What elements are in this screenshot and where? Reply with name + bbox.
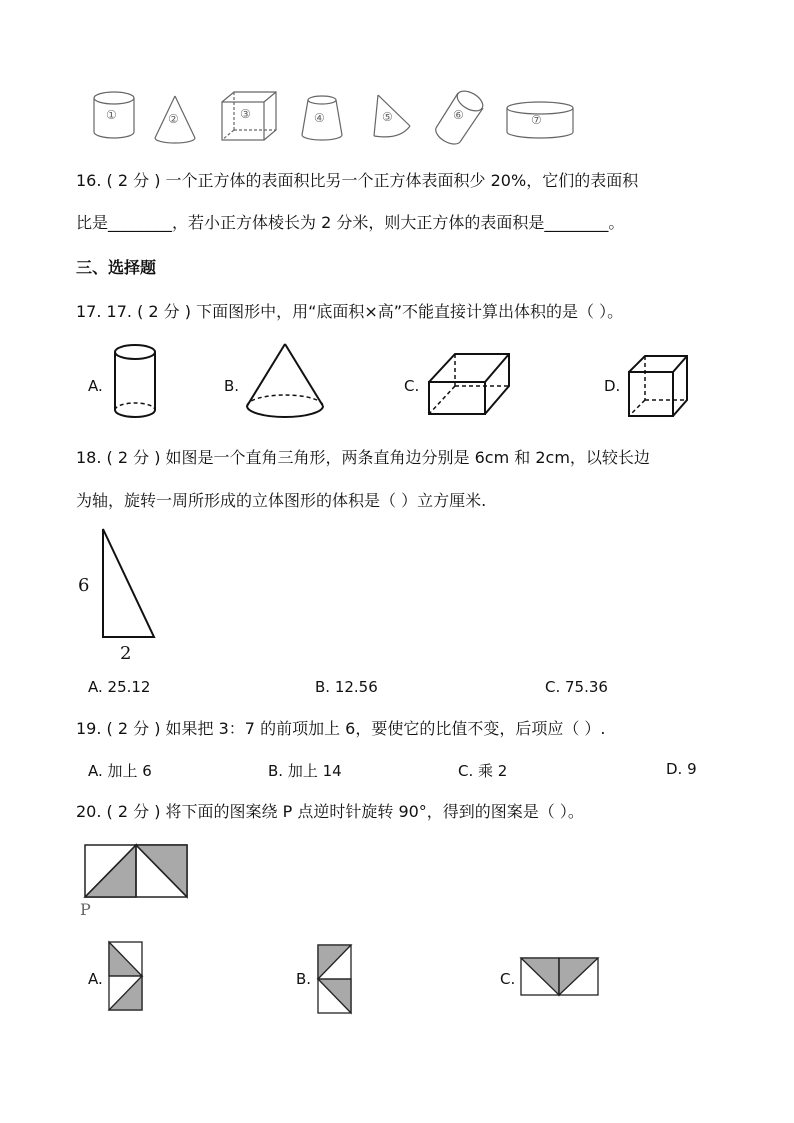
option-c-pattern[interactable] bbox=[520, 957, 600, 997]
q17-option-d[interactable]: D. bbox=[604, 377, 621, 395]
q20-option-a[interactable]: A. bbox=[88, 970, 103, 988]
q19-option-a[interactable]: A. 加上 6 bbox=[88, 762, 152, 780]
q17-text: 17. 17. ( 2 分 ) 下面图形中，用“底面积×高”不能直接计算出体积的是（ ）。 bbox=[76, 302, 624, 321]
option-b-pattern[interactable] bbox=[317, 944, 353, 1016]
option-a-pattern[interactable] bbox=[108, 941, 144, 1013]
shape-label-3: ③ bbox=[240, 107, 251, 121]
q18-line2: 为轴，旋转一周所形成的立体图形的体积是（ ）立方厘米. bbox=[76, 491, 487, 510]
q19-option-d[interactable]: D. 9 bbox=[666, 760, 697, 778]
shape-label-4: ④ bbox=[314, 111, 325, 125]
shape-label-1: ① bbox=[106, 108, 117, 122]
q18-option-b[interactable]: B. 12.56 bbox=[315, 678, 378, 696]
q20-option-c[interactable]: C. bbox=[500, 970, 516, 988]
q18-option-a[interactable]: A. 25.12 bbox=[88, 678, 151, 696]
right-triangle-figure bbox=[100, 527, 160, 642]
cube-icon bbox=[625, 352, 691, 422]
cone-icon bbox=[240, 340, 330, 425]
shape-label-7: ⑦ bbox=[531, 113, 542, 127]
q20-option-b[interactable]: B. bbox=[296, 970, 312, 988]
q19-text: 19. ( 2 分 ) 如果把 3：7 的前项加上 6，要使它的比值不变，后项应（ ）. bbox=[76, 719, 606, 738]
q18-option-c[interactable]: C. 75.36 bbox=[545, 678, 608, 696]
triangle-base-label: 2 bbox=[120, 643, 132, 664]
shape-label-5: ⑤ bbox=[382, 110, 393, 124]
shape-label-6: ⑥ bbox=[453, 108, 464, 122]
q19-option-b[interactable]: B. 加上 14 bbox=[268, 762, 342, 780]
q18-line1: 18. ( 2 分 ) 如图是一个直角三角形，两条直角边分别是 6cm 和 2cm，以较长边 bbox=[76, 448, 650, 467]
section-title: 三、选择题 bbox=[76, 258, 157, 277]
q19-option-c[interactable]: C. 乘 2 bbox=[458, 762, 508, 780]
pattern-figure bbox=[84, 844, 190, 900]
q17-option-b[interactable]: B. bbox=[224, 377, 240, 395]
cuboid-icon bbox=[425, 348, 515, 420]
q16-line1: 16. ( 2 分 ) 一个正方体的表面积比另一个正方体表面积少 20%，它们的表面积 bbox=[76, 171, 639, 190]
q16-line2: 比是________，若小正方体棱长为 2 分米，则大正方体的表面积是________。 bbox=[76, 213, 625, 232]
point-p-label: P bbox=[80, 900, 91, 919]
cylinder-icon bbox=[110, 342, 160, 422]
triangle-height-label: 6 bbox=[78, 575, 90, 596]
shape-label-2: ② bbox=[168, 112, 179, 126]
solids-row-figure bbox=[0, 0, 794, 150]
q17-option-c[interactable]: C. bbox=[404, 377, 420, 395]
q20-text: 20. ( 2 分 ) 将下面的图案绕 P 点逆时针旋转 90°，得到的图案是（ ）。 bbox=[76, 802, 584, 821]
q17-option-a[interactable]: A. bbox=[88, 377, 103, 395]
